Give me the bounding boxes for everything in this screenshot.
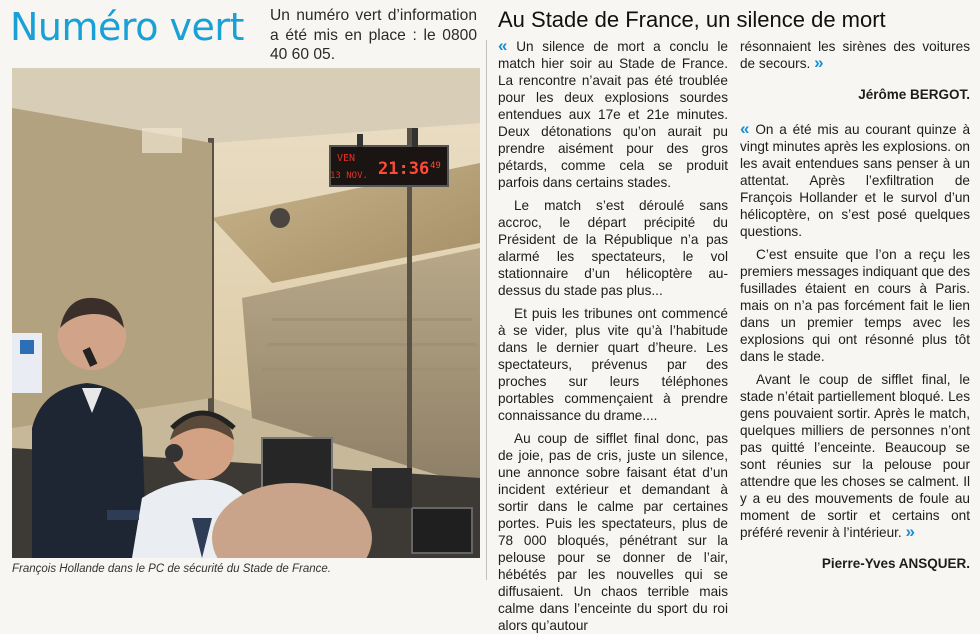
open-quote-icon: « (740, 119, 750, 138)
paragraph (740, 121, 970, 240)
clock-day: VEN (337, 153, 356, 164)
paragraph-text: résonnaient les sirènes des voitures de secours. (740, 39, 970, 71)
photo-caption: François Hollande dans le PC de sécurité du Stade de France. (12, 563, 331, 575)
paragraph-text: Avant le coup de sifflet final, le stade n’était partiellement bloqué. Les gens pouvaient sortir. Après le match, quelques milliers de personnes n’ont pas quitté l’enceinte. Beaucoup se sont réunies sur la pelouse pour attendre que les choses se calment. Il y a eu des mouvements de foule au moment de sortir et certains ont préféré revenir à l’intérieur. (740, 372, 970, 540)
paragraph-text: On a été mis au courant quinze à vingt minutes après les explosions. on les avait entendues sans penser à un attentat. Après l’exfiltration de François Hollander et le survol d’un hélicoptère, on s’est posé quelques questions. (740, 122, 970, 239)
clock-seconds: 49 (430, 161, 441, 171)
open-quote-icon: « (498, 36, 508, 55)
clock-date: 13 NOV. (330, 171, 368, 181)
close-quote-icon: » (905, 522, 915, 541)
article-column-1 (498, 38, 728, 634)
article-column-2 (740, 38, 970, 572)
sidebar-text: Un numéro vert d’information a été mis en place : le 0800 40 60 05. (270, 7, 477, 63)
author-signature: Pierre-Yves ANSQUER. (821, 556, 970, 571)
author-signature: Jérôme BERGOT. (858, 87, 970, 102)
sidebar-title: Numéro vert (10, 5, 244, 49)
stadium-photo (12, 68, 480, 558)
paragraph (498, 38, 728, 191)
article (488, 0, 980, 633)
paragraph (740, 38, 970, 72)
close-quote-icon: » (814, 53, 824, 72)
paragraph: Le match s’est déroulé sans accroc, le départ précipité du Président de la République n’a pas alarmé les spectateurs, le vol stationnaire d’un hélicoptère au-dessus du stade pas plus... (498, 198, 728, 298)
paragraph-text: Un silence de mort a conclu le match hier soir au Stade de France. La rencontre n’avait pas été troublée pour les deux explosions sourdes entendues aux 17e et 21e minutes. Deux détonations qu’on aurait pu prendre aisément pour des gros pétards, comme cela se produit parfois dans certains stades. (498, 39, 728, 190)
article-headline: Au Stade de France, un silence de mort (498, 7, 886, 32)
paragraph: Au coup de sifflet final donc, pas de joie, pas de cris, juste un silence, une annonce sobre faisant état d’un incident extérieur et demandant à sortir dans le calme par certaines portes. Puis les spectateurs, plus de 78 000 bloqués, pénétrant sur la pelouse pour se donner de l’air, hébétés par les nouvelles qui se diffusaient. Un chaos terrible mais calme dans l’enceinte du sport du roi alors qu’autour (498, 431, 728, 633)
paragraph: Et puis les tribunes ont commencé à se vider, plus vite qu’à l’habitude dans le dernier quart d’heure. Les spectateurs, prévenus par des proches sur leurs téléphones portables commençaient à prendre connaissance du drame.... (498, 306, 728, 423)
paragraph: C’est ensuite que l’on a reçu les premiers messages indiquant que des fusillades étaient en cours à Paris. mais on n’a pas forcément fait le lien dans un premier temps avec les explosions qui ont résonné plus tôt dans le stade. (740, 247, 970, 364)
column-divider (486, 40, 487, 580)
paragraph (740, 371, 970, 541)
sidebar (0, 0, 483, 585)
clock-time: 21:36 (378, 159, 430, 179)
